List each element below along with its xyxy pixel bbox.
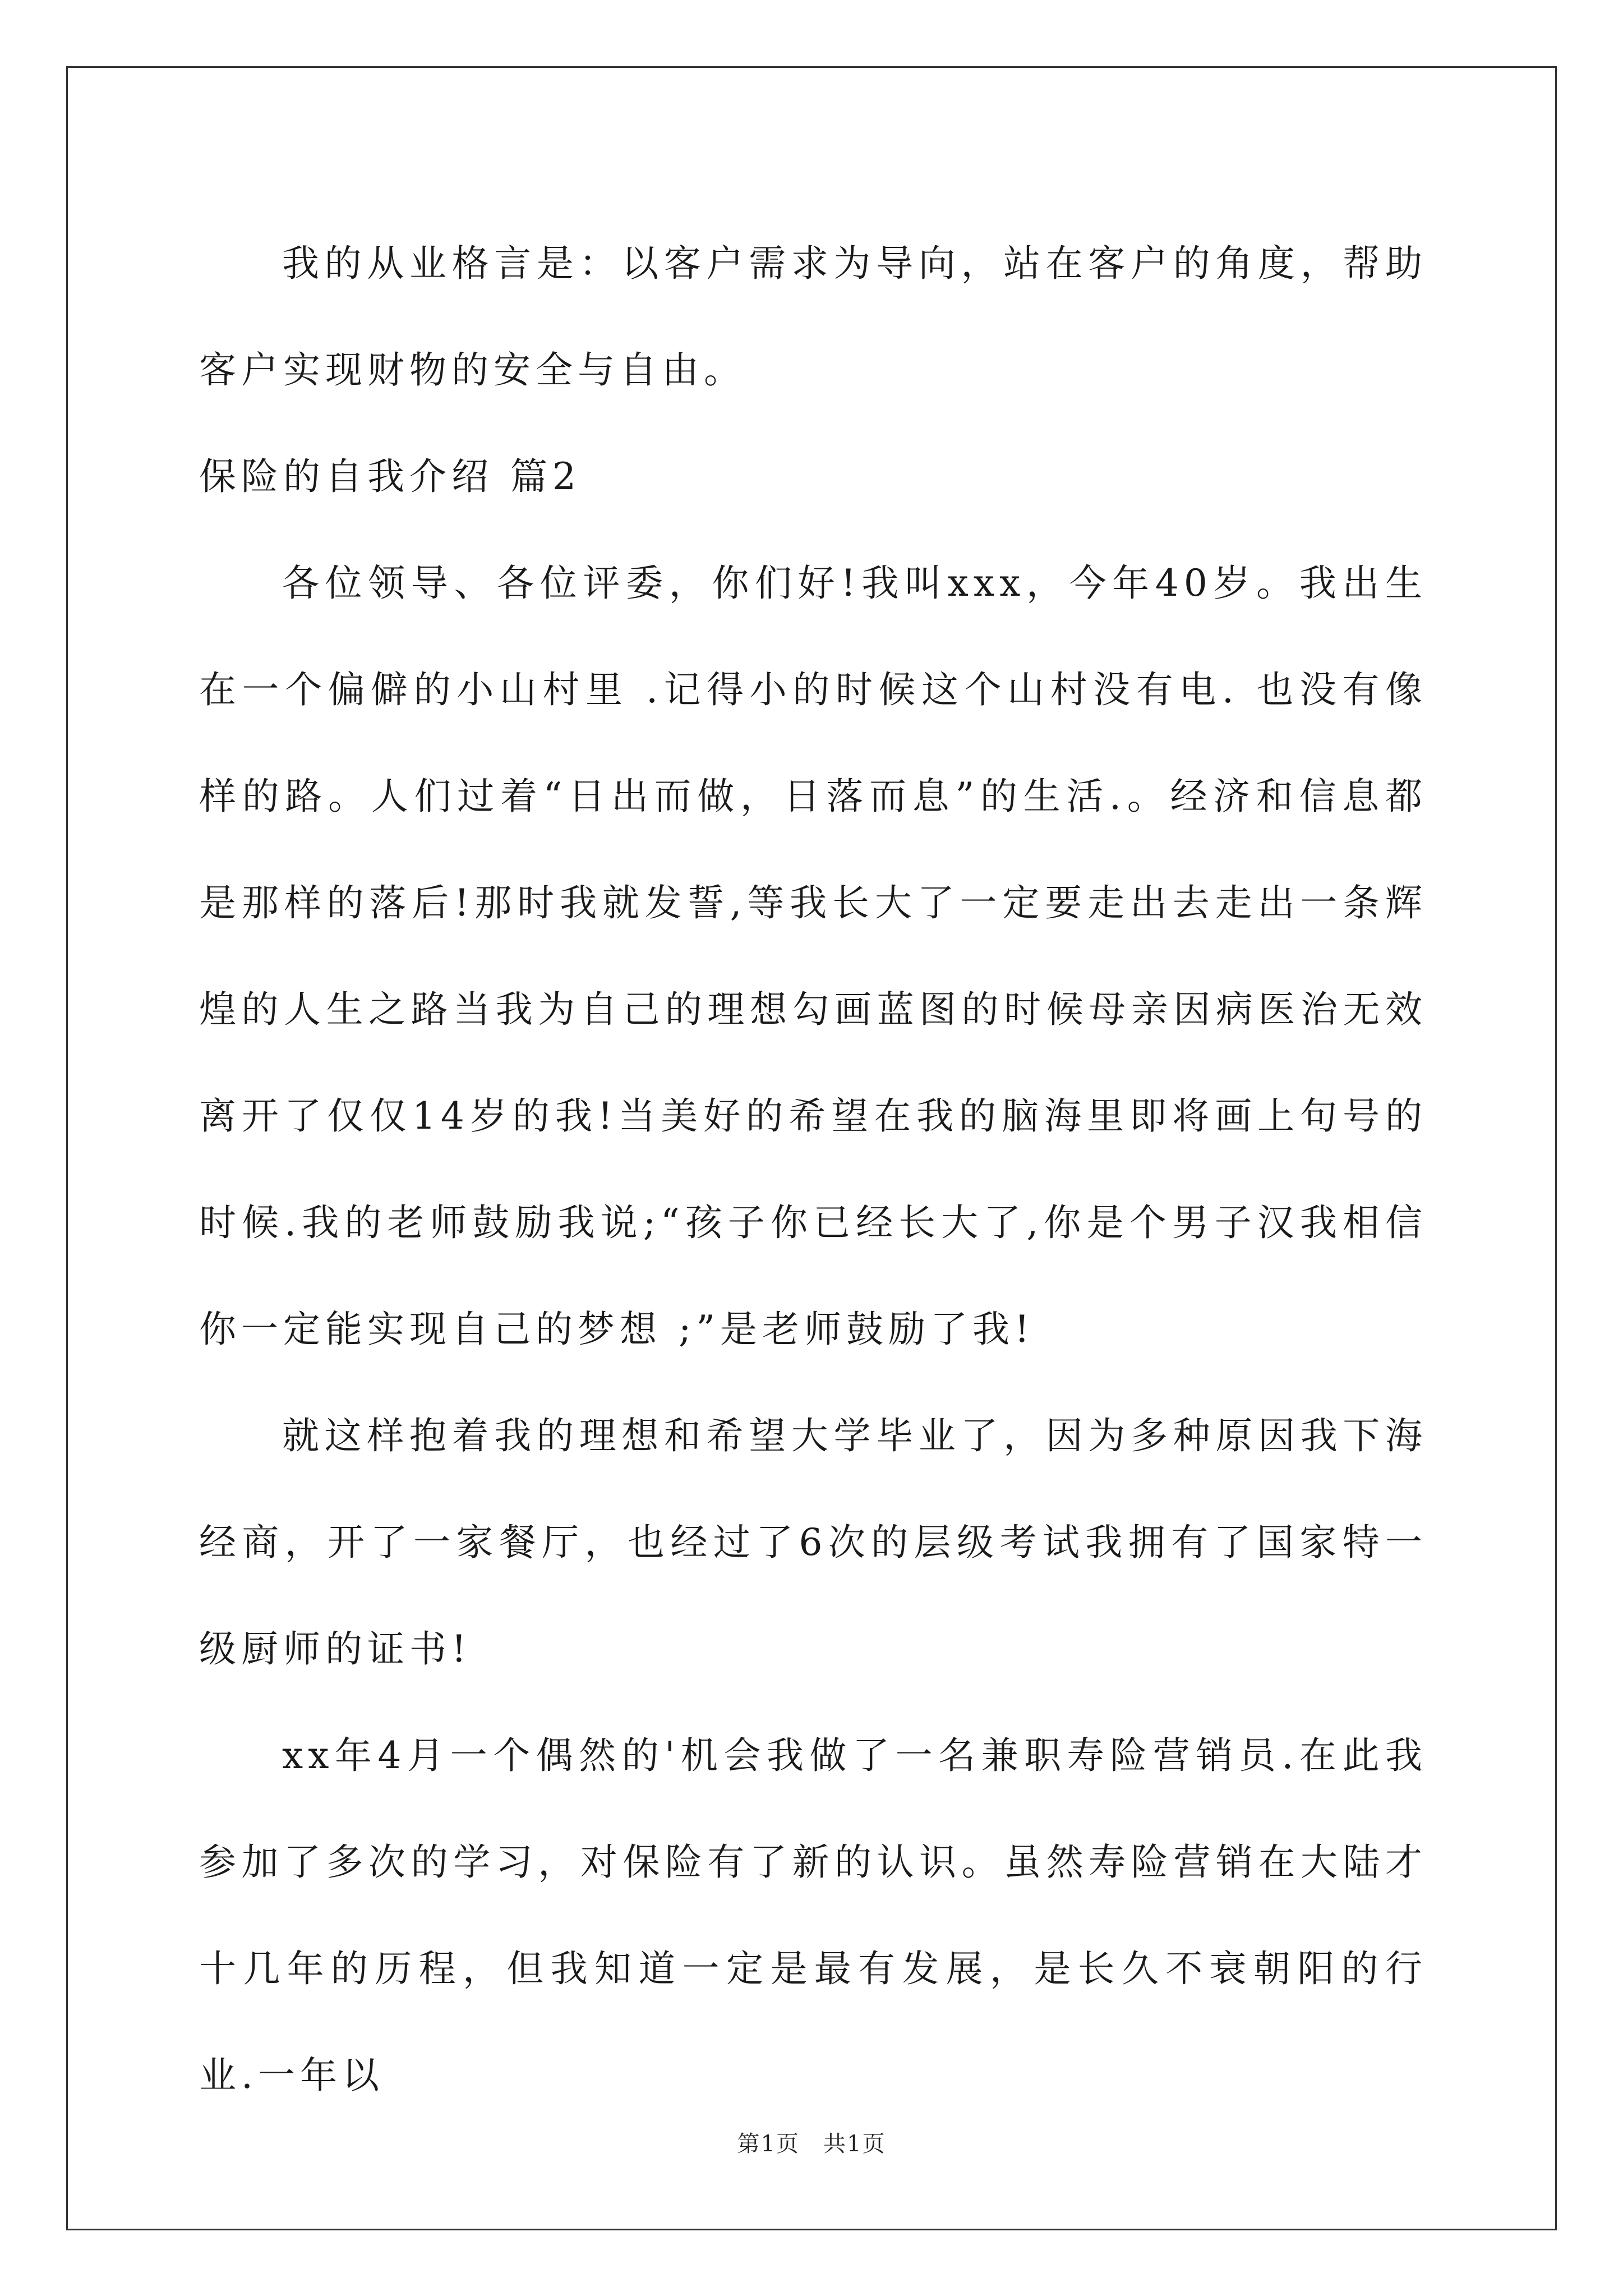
section-heading: 保险的自我介绍 篇2 bbox=[199, 455, 581, 498]
paragraph-introduction: 各位领导、各位评委，你们好!我叫xxx，今年40岁。我出生在一个偏僻的小山村里 .记得小的时候这个山村没有电. 也没有像样的路。人们过着“日出而做，日落而息”的生活.。经济和信息都是那样的落后!那时我就发誓,等我长大了一定要走出去走出一条辉煌的人生之路当我为自己的理想勾画蓝图的时候母亲因病医治无效离开了仅仅14岁的我!当美好的希望在我的脑海里即将画上句号的时候.我的老师鼓励我说;“孩子你已经长大了,你是个男子汉我相信你一定能实现自己的梦想 ;”是老师鼓励了我! bbox=[199, 562, 1427, 1351]
paragraph-career: 就这样抱着我的理想和希望大学毕业了，因为多种原因我下海经商，开了一家餐厅，也经过了6次的层级考试我拥有了国家特一级厨师的证书! bbox=[199, 1414, 1427, 1671]
document-body bbox=[199, 210, 1427, 2129]
paragraph-insurance: xx年4月一个偶然的'机会我做了一名兼职寿险营销员.在此我参加了多次的学习，对保险有了新的认识。虽然寿险营销在大陆才十几年的历程，但我知道一定是最有发展，是长久不衰朝阳的行业.一年以 bbox=[199, 1734, 1427, 2097]
page-number-footer: 第1页 共1页 bbox=[737, 2131, 886, 2157]
paragraph-motto: 我的从业格言是：以客户需求为导向，站在客户的角度，帮助客户实现财物的安全与自由。 bbox=[199, 242, 1427, 392]
